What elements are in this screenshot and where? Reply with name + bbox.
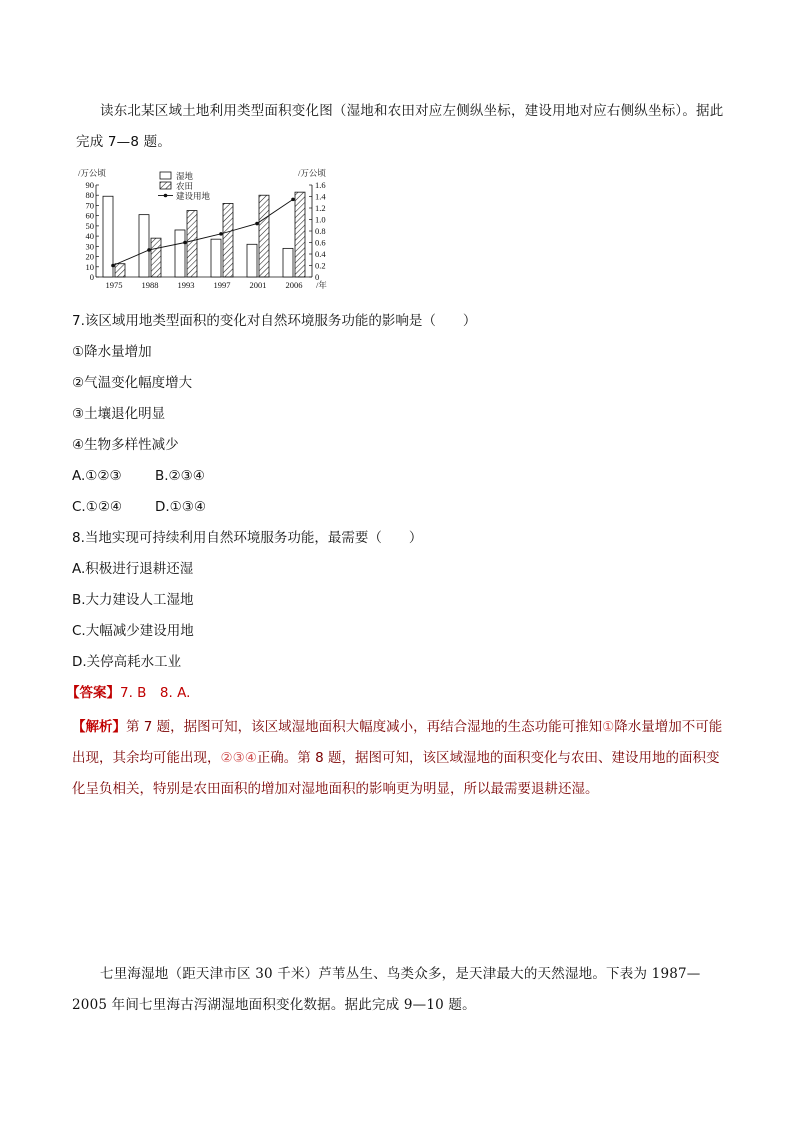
land-use-chart (76, 165, 336, 295)
right-tick-label: 1.0 (315, 214, 326, 225)
q8-option-b: B.大力建设人工湿地 (72, 592, 194, 608)
construction-land-point (219, 232, 223, 236)
q7-stem: 7.该区域用地类型面积的变化对自然环境服务功能的影响是（ ） (72, 313, 477, 329)
answer-value: 7. B 8. A. (120, 685, 191, 701)
right-axis-title: /万公顷 (298, 168, 326, 178)
construction-land-point (147, 248, 151, 252)
construction-land-point (111, 264, 115, 268)
right-tick-label: 0.8 (315, 226, 326, 236)
left-tick-label: 0 (89, 272, 94, 282)
wetland-bar (139, 215, 149, 277)
x-tick-label: 1997 (213, 280, 231, 290)
q7-option-a: A.①②③ (72, 468, 122, 484)
left-tick-label: 70 (85, 200, 94, 211)
legend-wetland-swatch (160, 172, 171, 179)
legend-farmland-swatch (160, 182, 171, 189)
answer-line (66, 682, 190, 704)
q7-item-1: ①降水量增加 (72, 344, 152, 360)
legend-construction-marker (164, 194, 168, 198)
wetland-bar (211, 239, 221, 277)
intro2-paragraph: 七里海湿地（距天津市区 30 千米）芦苇丛生、鸟类众多，是天津最大的天然湿地。下表为 1987—2005 年间七里海古泻湖湿地面积变化数据。据此完成 9—10 题。 (72, 966, 701, 1013)
left-tick-label: 80 (85, 190, 94, 201)
right-tick-label: 0.4 (315, 249, 326, 259)
analysis-ref-1: ① (602, 719, 615, 735)
x-axis-title: /年 (316, 280, 327, 290)
analysis-text-1: 第 7 题，据图可知，该区域湿地面积大幅度减小，再结合湿地的生态功能可推知 (126, 719, 603, 735)
right-tick-label: 1.6 (315, 180, 326, 190)
q7-option-c: C.①②④ (72, 499, 123, 515)
analysis-tag: 【解析】 (72, 719, 126, 735)
left-tick-label: 50 (85, 220, 94, 231)
right-tick-label: 1.2 (315, 203, 326, 213)
x-tick-label: 2001 (249, 280, 267, 290)
legend-wetland-label: 湿地 (176, 171, 194, 181)
left-axis-title: /万公顷 (78, 168, 106, 178)
left-tick-label: 20 (85, 251, 94, 262)
farmland-bar (151, 238, 161, 277)
answer-tag: 【答案】 (66, 685, 120, 701)
left-tick-label: 10 (85, 261, 94, 272)
x-tick-label: 1993 (177, 280, 195, 290)
analysis-ref-2: ②③④ (220, 750, 257, 766)
analysis-text-3: 正确。第 8 题，据图可知，该区域湿地的面积变化与农田、建设用地的面积变化呈负相关，特别是农田面积的增加对湿地面积的影响更为明显，所以最需要退耕还湿。 (72, 750, 720, 797)
q7-option-b: B.②③④ (155, 468, 205, 484)
left-tick-label: 60 (85, 210, 94, 221)
x-tick-label: 1988 (141, 280, 159, 290)
left-tick-label: 40 (85, 231, 94, 242)
right-tick-label: 1.4 (315, 191, 326, 202)
construction-land-point (291, 198, 295, 202)
construction-land-point (183, 241, 187, 245)
wetland-bar (175, 230, 185, 277)
wetland-bar (283, 248, 293, 277)
farmland-bar (295, 192, 305, 277)
farmland-bar (187, 211, 197, 277)
right-tick-label: 0.6 (315, 237, 326, 248)
intro-paragraph: 读东北某区域土地利用类型面积变化图（湿地和农田对应左侧纵坐标，建设用地对应右侧纵坐标）。据此完成 7—8 题。 (76, 103, 724, 150)
farmland-bar (223, 203, 233, 277)
q7-item-4: ④生物多样性减少 (72, 437, 179, 453)
legend-construction-label: 建设用地 (176, 191, 211, 201)
left-tick-label: 90 (85, 180, 94, 190)
q8-option-d: D.关停高耗水工业 (72, 654, 182, 670)
q8-stem: 8.当地实现可持续利用自然环境服务功能，最需要（ ） (72, 530, 423, 546)
right-tick-label: 0.2 (315, 260, 326, 271)
analysis-paragraph (72, 712, 727, 805)
legend-farmland-label: 农田 (176, 181, 194, 191)
right-tick-label: 0 (315, 272, 320, 282)
q8-option-a: A.积极进行退耕还湿 (72, 561, 194, 577)
q7-item-2: ②气温变化幅度增大 (72, 375, 193, 391)
left-tick-label: 30 (85, 241, 94, 252)
q8-option-c: C.大幅减少建设用地 (72, 623, 194, 639)
farmland-bar (259, 195, 269, 277)
analysis-text-2: 降水量增加不可能出现，其余均可能出现， (72, 719, 723, 766)
farmland-bar (115, 264, 125, 277)
q7-option-d: D.①③④ (155, 499, 206, 515)
x-tick-label: 1975 (105, 280, 123, 290)
x-tick-label: 2006 (285, 280, 303, 290)
wetland-bar (247, 244, 257, 277)
construction-land-point (255, 222, 259, 226)
q7-item-3: ③土壤退化明显 (72, 406, 166, 422)
